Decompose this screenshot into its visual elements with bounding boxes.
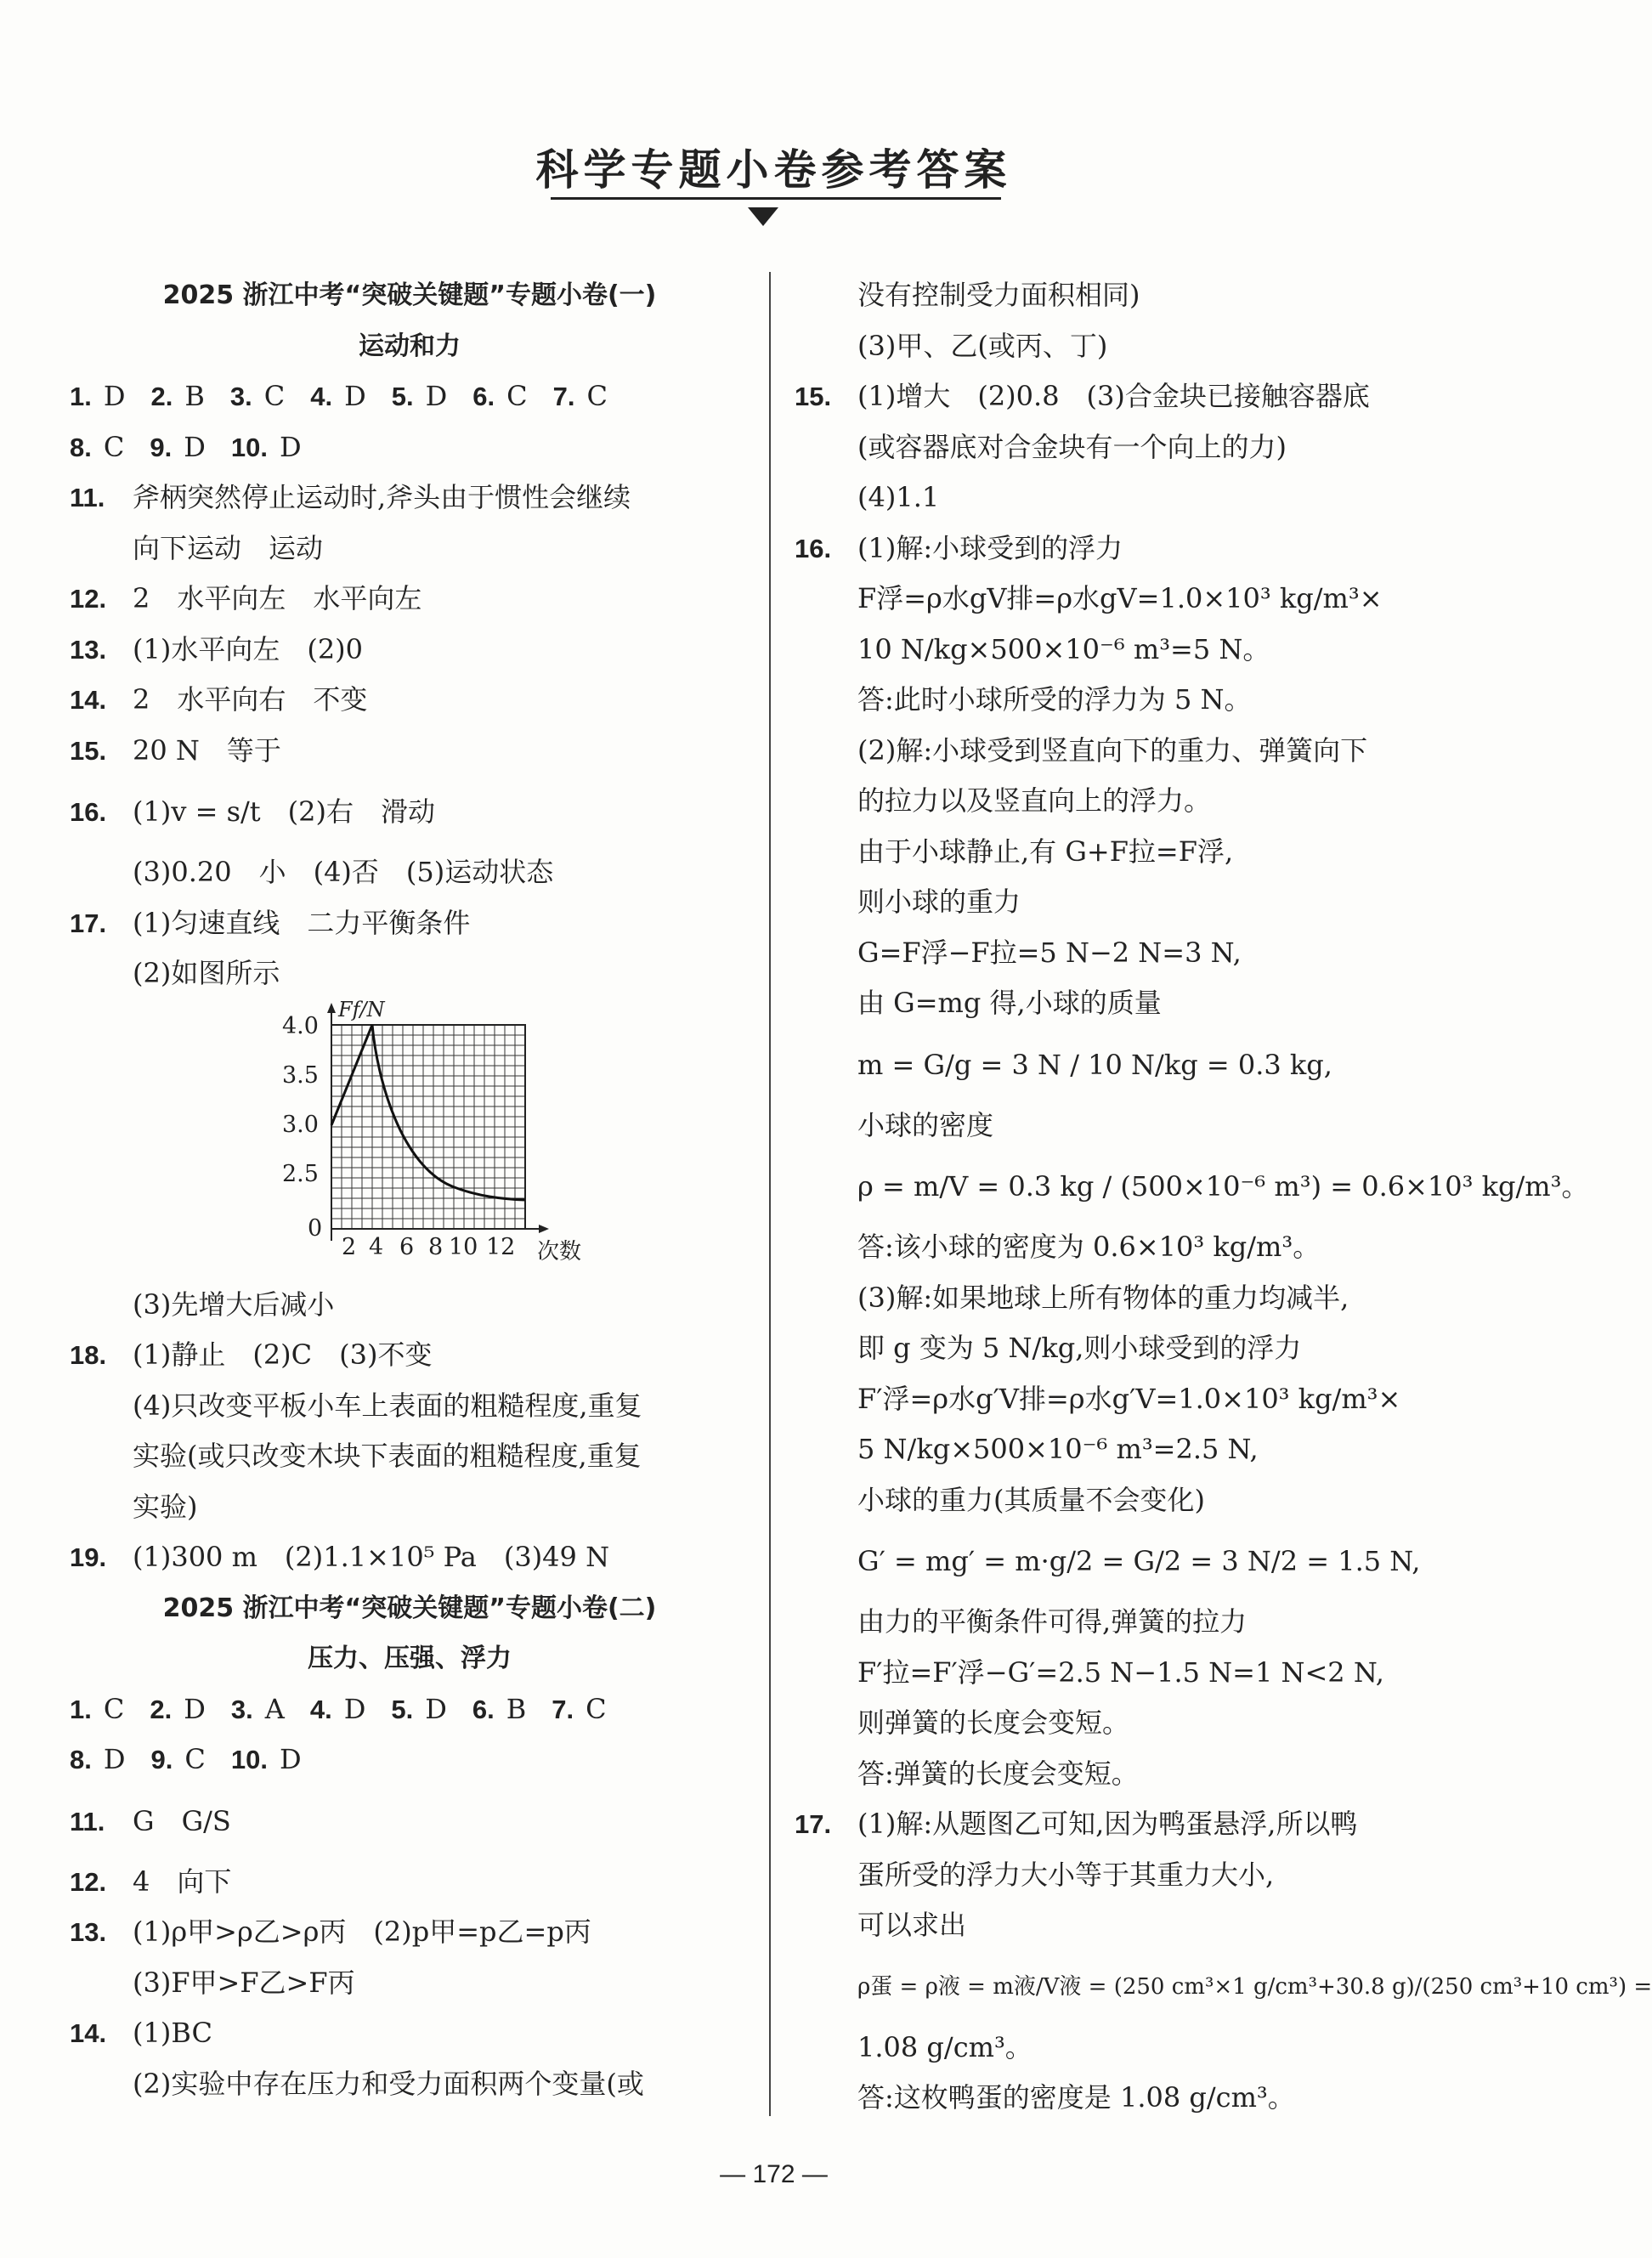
mc-number: 9.: [150, 432, 173, 462]
answer-16b-line: F′浮=ρ水g′V排=ρ水g′V=1.0×10³ kg/m³×: [857, 1382, 1401, 1415]
answer-16b-line: 由 G=mg 得,小球的质量: [857, 987, 1162, 1019]
answer-16b-line: G=F浮−F拉=5 N−2 N=3 N,: [857, 936, 1242, 969]
answer-14b-cont2: 没有控制受力面积相同): [857, 279, 1140, 311]
mc-answer: B: [506, 1692, 527, 1725]
equation-egg-density: ρ蛋 = ρ液 = m液/V液 = (250 cm³×1 g/cm³+30.8 g)/(250 cm³+10 cm³) =: [857, 1973, 1652, 2000]
mc-answer: A: [264, 1692, 285, 1725]
answer-11-cont: 向下运动 运动: [133, 531, 324, 564]
graph-xlabel: 次数: [537, 1238, 582, 1265]
answer-16b-line: 小球的密度: [857, 1108, 994, 1141]
answer-17b-line: 可以求出: [857, 1909, 967, 1941]
answer-16-cont: (3)0.20 小 (4)否 (5)运动状态: [133, 856, 554, 888]
page-number: — 172 —: [720, 2160, 828, 2188]
column-divider: [769, 272, 771, 2116]
answer-16b-line: F′拉=F′浮−G′=2.5 N−1.5 N=1 N<2 N,: [857, 1655, 1384, 1689]
mc-row-2: [70, 422, 750, 473]
mc-number: 6.: [472, 382, 495, 411]
friction-graph: [282, 999, 750, 1280]
answer-12: 12. 2 水平向左 水平向左: [70, 582, 422, 614]
answer-17b-line: 1.08 g/cm³。: [857, 2030, 1032, 2063]
mc-answer: D: [184, 430, 206, 463]
mc-answer: D: [103, 1743, 126, 1775]
xtick: 12: [486, 1233, 516, 1260]
answer-16b-line: 小球的重力(其质量不会变化): [857, 1483, 1205, 1516]
ytick: 4.0: [282, 1012, 319, 1039]
mc-number: 9.: [150, 1745, 173, 1774]
mc-answer: C: [586, 1692, 607, 1725]
mc-answer: C: [586, 380, 608, 412]
mc-number: 1.: [70, 1694, 92, 1724]
mc-answer: D: [103, 380, 126, 412]
mc-number: 5.: [391, 382, 414, 411]
equation-mass: m = G/g = 3 N / 10 N/kg = 0.3 kg,: [857, 1048, 1332, 1081]
answer-15b-b: (或容器底对合金块有一个向上的力): [857, 430, 1287, 463]
answer-15b-c: (4)1.1: [857, 481, 940, 513]
answer-16b-line: 答:弹簧的长度会变短。: [857, 1757, 1139, 1790]
mc-number: 8.: [70, 432, 92, 462]
answer-13b: 13. (1)ρ甲>ρ乙>ρ丙 (2)p甲=p乙=p丙: [70, 1916, 591, 1948]
mc-answer: D: [279, 1743, 302, 1775]
left-column: [70, 270, 750, 2109]
equation-gravity: G′ = mg′ = m·g/2 = G/2 = 3 N/2 = 1.5 N,: [857, 1545, 1421, 1577]
xtick: 2: [342, 1233, 357, 1260]
mc-answer: D: [184, 1692, 206, 1725]
mc-number: 7.: [552, 382, 575, 411]
answer-12b: 12. 4 向下: [70, 1865, 232, 1898]
answer-15: 15. 20 N 等于: [70, 733, 281, 767]
ytick: 0: [308, 1214, 323, 1242]
section-1-subtitle: 运动和力: [359, 331, 461, 361]
mc-answer: C: [103, 430, 125, 463]
answer-18-d: 实验): [133, 1490, 198, 1523]
answer-17b: 17. (1)解:从题图乙可知,因为鸭蛋悬浮,所以鸭: [795, 1808, 1358, 1840]
mc-number: 2.: [150, 1694, 173, 1724]
answer-16b-line: 答:此时小球所受的浮力为 5 N。: [857, 683, 1252, 716]
section-1-title: 2025 浙江中考“突破关键题”专题小卷(一): [162, 280, 657, 310]
xtick: 8: [428, 1233, 444, 1260]
mc-answer: D: [343, 1692, 366, 1725]
answer-16b-line: 由于小球静止,有 G+F拉=F浮,: [857, 835, 1234, 868]
mc-answer: B: [184, 380, 205, 412]
answer-14: 14. 2 水平向右 不变: [70, 683, 368, 716]
answer-16b-line: 的拉力以及竖直向上的浮力。: [857, 784, 1212, 817]
answer-17: 17. (1)匀速直线 二力平衡条件: [70, 906, 471, 939]
ytick: 3.0: [282, 1111, 319, 1138]
mc-answer: D: [425, 380, 448, 412]
mc-number: 4.: [309, 1694, 332, 1724]
ytick: 3.5: [282, 1061, 319, 1089]
answer-16b-line: F浮=ρ水gV排=ρ水gV=1.0×10³ kg/m³×: [857, 582, 1383, 614]
answer-18-c: 实验(或只改变木块下表面的粗糙程度,重复: [133, 1440, 642, 1472]
answer-16b-line: (3)解:如果地球上所有物体的重力均减半,: [857, 1281, 1349, 1314]
answer-17-b: (2)如图所示: [133, 957, 280, 989]
answer-18-b: (4)只改变平板小车上表面的粗糙程度,重复: [133, 1389, 642, 1422]
mc-number: 10.: [230, 432, 268, 462]
mc-number: 8.: [70, 1745, 92, 1774]
answer-16b-line: 则弹簧的长度会变短。: [857, 1706, 1130, 1739]
answer-13: 13. (1)水平向左 (2)0: [70, 632, 364, 665]
answer-14b-cont: (2)实验中存在压力和受力面积两个变量(或: [133, 2067, 644, 2100]
mc-answer: C: [263, 380, 286, 412]
mc-number: 3.: [229, 382, 252, 411]
answer-15b: 15. (1)增大 (2)0.8 (3)合金块已接触容器底: [795, 380, 1370, 412]
mc-number: 10.: [230, 1745, 268, 1774]
answer-16b-line: 答:该小球的密度为 0.6×10³ kg/m³。: [857, 1231, 1321, 1263]
mc-answer: D: [344, 380, 366, 412]
mc-number: 6.: [472, 1694, 495, 1724]
ytick: 2.5: [282, 1160, 319, 1187]
answer-16b-line: 则小球的重力: [857, 886, 1021, 918]
answer-17b-line: 蛋所受的浮力大小等于其重力大小,: [857, 1858, 1275, 1891]
answer-19: 19. (1)300 m (2)1.1×10⁵ Pa (3)49 N: [70, 1541, 610, 1573]
mc-answer: C: [103, 1692, 125, 1725]
answer-14b-cont3: (3)甲、乙(或丙、丁): [857, 329, 1108, 362]
answer-16b-line: 10 N/kg×500×10⁻⁶ m³=5 N。: [857, 632, 1270, 665]
answer-11: 11. 斧柄突然停止运动时,斧头由于惯性会继续: [70, 481, 631, 513]
mc-number: 2.: [150, 382, 173, 411]
page-title: 科学专题小卷参考答案: [535, 145, 1012, 195]
answer-13b-cont: (3)F甲>F乙>F丙: [133, 1966, 355, 1999]
answer-17-c: (3)先增大后减小: [133, 1287, 335, 1321]
friction-graph-svg: [282, 997, 582, 1280]
mc-number: 1.: [70, 382, 92, 411]
answer-16b: 16. (1)解:小球受到的浮力: [795, 531, 1123, 564]
mc-number: 3.: [230, 1694, 253, 1724]
answer-16b-line: 由力的平衡条件可得,弹簧的拉力: [857, 1605, 1247, 1638]
equation-density: ρ = m/V = 0.3 kg / (500×10⁻⁶ m³) = 0.6×10³ kg/m³。: [857, 1170, 1589, 1203]
friction-curve: [331, 1025, 525, 1200]
section-2-subtitle: 压力、压强、浮力: [308, 1644, 512, 1673]
mc-row-4: [70, 1735, 750, 1785]
title-underline: [551, 197, 1001, 200]
answer-14b: 14. (1)BC: [70, 2017, 212, 2049]
xtick: 4: [369, 1233, 384, 1260]
answer-16b-line: (2)解:小球受到竖直向下的重力、弹簧向下: [857, 733, 1368, 767]
graph-ylabel: Ff/N: [338, 997, 385, 1021]
mc-row-3: [70, 1684, 750, 1735]
mc-answer: D: [425, 1692, 447, 1725]
mc-number: 5.: [391, 1694, 414, 1724]
right-column: [795, 270, 1652, 2124]
mc-number: 4.: [310, 382, 333, 411]
xtick: 6: [399, 1233, 415, 1260]
answer-16: 16. (1)v = s/t (2)右 滑动: [70, 795, 435, 828]
answer-18: 18. (1)静止 (2)C (3)不变: [70, 1338, 433, 1371]
answer-17b-line: 答:这枚鸭蛋的密度是 1.08 g/cm³。: [857, 2081, 1295, 2114]
mc-answer: D: [279, 430, 302, 463]
section-2-title: 2025 浙江中考“突破关键题”专题小卷(二): [162, 1593, 657, 1623]
xtick: 10: [449, 1233, 478, 1260]
answer-11b: 11. G G/S: [70, 1804, 231, 1837]
mc-row-1: [70, 371, 750, 422]
title-triangle-icon: [748, 207, 778, 226]
mc-answer: C: [184, 1743, 206, 1775]
answer-16b-line: 5 N/kg×500×10⁻⁶ m³=2.5 N,: [857, 1433, 1259, 1465]
answer-16b-line: 即 g 变为 5 N/kg,则小球受到的浮力: [857, 1332, 1302, 1364]
mc-answer: C: [506, 380, 528, 412]
mc-number: 7.: [552, 1694, 574, 1724]
